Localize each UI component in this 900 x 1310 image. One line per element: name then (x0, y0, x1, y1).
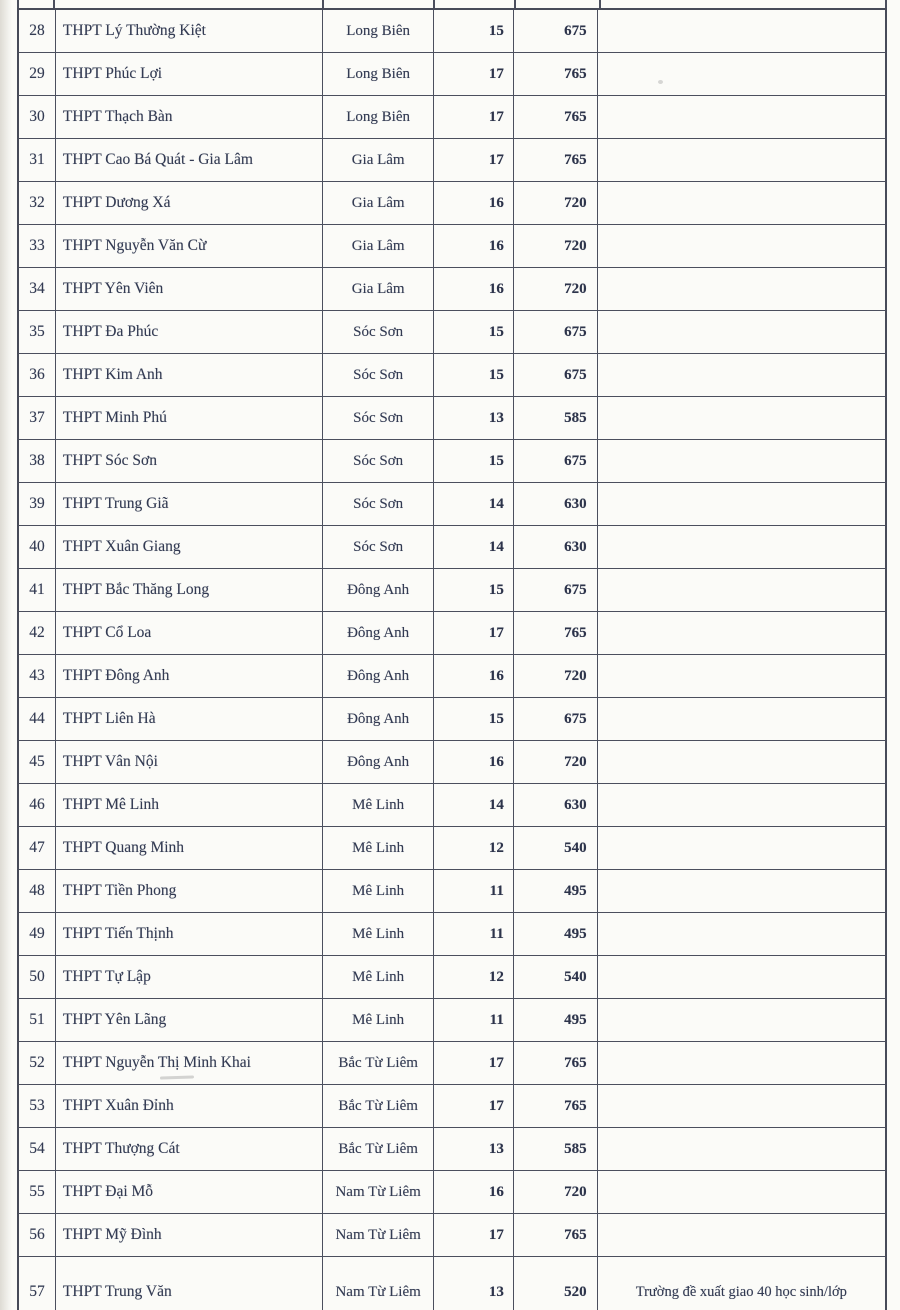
note-cell (598, 440, 885, 482)
table-row (17, 53, 887, 96)
district-cell: Gia Lâm (323, 225, 434, 267)
table-row (17, 139, 887, 182)
row-number-cell: 33 (19, 225, 56, 267)
row-number-cell: 29 (19, 53, 56, 95)
row-number-cell: 54 (19, 1128, 56, 1170)
row-number-cell: 35 (19, 311, 56, 353)
class-count-cell: 15 (434, 698, 514, 740)
student-count-cell: 675 (514, 698, 598, 740)
note-cell: Trường đề xuất giao 40 học sinh/lớp (635, 1283, 847, 1300)
table-row (17, 483, 887, 526)
row-number-cell: 55 (19, 1171, 56, 1213)
district-cell: Mê Linh (323, 913, 434, 955)
table-row (17, 913, 887, 956)
row-number-cell: 46 (19, 784, 56, 826)
student-count-cell: 720 (514, 182, 598, 224)
school-name-cell: THPT Liên Hà (56, 698, 323, 740)
school-name-cell: THPT Thượng Cát (56, 1128, 323, 1170)
school-name-cell: THPT Sóc Sơn (56, 440, 323, 482)
school-name-cell: THPT Thạch Bàn (56, 96, 323, 138)
row-number-cell: 52 (19, 1042, 56, 1084)
student-count-cell: 495 (514, 999, 598, 1041)
cutoff-previous-row (17, 0, 887, 8)
student-count-cell: 720 (514, 268, 598, 310)
table-row (17, 1171, 887, 1214)
class-count-cell: 15 (434, 311, 514, 353)
row-number-cell: 37 (19, 397, 56, 439)
class-count-cell: 17 (434, 1042, 514, 1084)
district-cell: Mê Linh (323, 956, 434, 998)
student-count-cell: 675 (514, 10, 598, 52)
table-row (17, 526, 887, 569)
school-name-cell: THPT Đại Mỗ (56, 1171, 323, 1213)
student-count-cell: 675 (514, 440, 598, 482)
note-cell (598, 354, 885, 396)
row-number-cell: 51 (19, 999, 56, 1041)
student-count-cell: 585 (514, 397, 598, 439)
class-count-cell: 17 (434, 96, 514, 138)
row-number-cell: 50 (19, 956, 56, 998)
table-row (17, 225, 887, 268)
student-count-cell: 765 (514, 96, 598, 138)
district-cell: Long Biên (323, 96, 434, 138)
class-count-cell: 14 (434, 784, 514, 826)
school-name-cell: THPT Trung Văn (56, 1257, 323, 1310)
district-cell: Long Biên (323, 10, 434, 52)
table-row (17, 1042, 887, 1085)
table-row (17, 655, 887, 698)
table-row (17, 999, 887, 1042)
note-cell (598, 870, 885, 912)
school-name-cell: THPT Tiến Thịnh (56, 913, 323, 955)
table-row (17, 354, 887, 397)
student-count-cell: 765 (514, 139, 598, 181)
row-number-cell: 44 (19, 698, 56, 740)
table-row (17, 698, 887, 741)
student-count-cell: 720 (514, 655, 598, 697)
district-cell: Nam Từ Liêm (323, 1257, 434, 1310)
class-count-cell: 17 (434, 139, 514, 181)
district-cell: Bắc Từ Liêm (323, 1128, 434, 1170)
district-cell: Sóc Sơn (323, 397, 434, 439)
school-name-cell: THPT Đông Anh (56, 655, 323, 697)
school-name-cell: THPT Vân Nội (56, 741, 323, 783)
table-row (17, 956, 887, 999)
table-row (17, 612, 887, 655)
class-count-cell: 17 (434, 612, 514, 654)
student-count-cell: 630 (514, 784, 598, 826)
class-count-cell: 11 (434, 913, 514, 955)
note-cell (598, 1214, 885, 1256)
class-count-cell: 15 (434, 354, 514, 396)
class-count-cell: 17 (434, 1214, 514, 1256)
row-number-cell: 43 (19, 655, 56, 697)
class-count-cell: 16 (434, 182, 514, 224)
note-cell (598, 956, 885, 998)
school-name-cell: THPT Tự Lập (56, 956, 323, 998)
table-row (17, 311, 887, 354)
class-count-cell: 16 (434, 268, 514, 310)
class-count-cell: 16 (434, 1171, 514, 1213)
table-row (17, 268, 887, 311)
student-count-cell: 675 (514, 311, 598, 353)
row-number-cell: 30 (19, 96, 56, 138)
district-cell: Gia Lâm (323, 139, 434, 181)
note-cell (598, 569, 885, 611)
student-count-cell: 495 (514, 870, 598, 912)
student-count-cell: 585 (514, 1128, 598, 1170)
school-name-cell: THPT Minh Phú (56, 397, 323, 439)
school-name-cell: THPT Lý Thường Kiệt (56, 10, 323, 52)
note-cell (598, 53, 885, 95)
grid-line (53, 0, 55, 8)
note-cell (598, 483, 885, 525)
row-number-cell: 32 (19, 182, 56, 224)
row-number-cell: 39 (19, 483, 56, 525)
district-cell: Đông Anh (323, 612, 434, 654)
row-number-cell: 28 (19, 10, 56, 52)
student-count-cell: 765 (514, 1214, 598, 1256)
student-count-cell: 675 (514, 354, 598, 396)
table-row (17, 96, 887, 139)
student-count-cell: 720 (514, 1171, 598, 1213)
note-cell (598, 999, 885, 1041)
class-count-cell: 16 (434, 225, 514, 267)
district-cell: Mê Linh (323, 784, 434, 826)
note-cell (598, 268, 885, 310)
row-number-cell: 48 (19, 870, 56, 912)
note-cell (598, 397, 885, 439)
class-count-cell: 17 (434, 53, 514, 95)
school-name-cell: THPT Nguyễn Văn Cừ (56, 225, 323, 267)
class-count-cell: 13 (434, 1257, 514, 1310)
student-count-cell: 765 (514, 53, 598, 95)
grid-line (433, 0, 435, 8)
note-cell (598, 10, 885, 52)
note-cell (598, 784, 885, 826)
student-count-cell: 765 (514, 1042, 598, 1084)
student-count-cell: 520 (514, 1257, 598, 1310)
grid-line (514, 0, 516, 8)
district-cell: Sóc Sơn (323, 440, 434, 482)
district-cell: Long Biên (323, 53, 434, 95)
student-count-cell: 630 (514, 526, 598, 568)
district-cell: Đông Anh (323, 569, 434, 611)
student-count-cell: 675 (514, 569, 598, 611)
row-number-cell: 42 (19, 612, 56, 654)
class-count-cell: 17 (434, 1085, 514, 1127)
school-name-cell: THPT Mê Linh (56, 784, 323, 826)
school-name-cell: THPT Cổ Loa (56, 612, 323, 654)
school-table (17, 8, 887, 1310)
class-count-cell: 14 (434, 483, 514, 525)
student-count-cell: 540 (514, 827, 598, 869)
school-name-cell: THPT Dương Xá (56, 182, 323, 224)
district-cell: Đông Anh (323, 741, 434, 783)
table-row (17, 440, 887, 483)
district-cell: Sóc Sơn (323, 483, 434, 525)
note-cell (598, 526, 885, 568)
note-cell (598, 698, 885, 740)
district-cell: Sóc Sơn (323, 311, 434, 353)
school-name-cell: THPT Kim Anh (56, 354, 323, 396)
class-count-cell: 15 (434, 440, 514, 482)
student-count-cell: 630 (514, 483, 598, 525)
row-number-cell: 45 (19, 741, 56, 783)
school-name-cell: THPT Mỹ Đình (56, 1214, 323, 1256)
class-count-cell: 15 (434, 569, 514, 611)
school-name-cell: THPT Nguyễn Thị Minh Khai (56, 1042, 323, 1084)
note-cell (598, 96, 885, 138)
table-row (17, 741, 887, 784)
table-row (17, 1085, 887, 1128)
row-number-cell: 40 (19, 526, 56, 568)
school-name-cell: THPT Cao Bá Quát - Gia Lâm (56, 139, 323, 181)
table-row (17, 1257, 887, 1310)
scan-edge-shading (0, 0, 12, 1310)
note-cell (598, 741, 885, 783)
student-count-cell: 720 (514, 741, 598, 783)
note-cell (598, 913, 885, 955)
class-count-cell: 13 (434, 397, 514, 439)
district-cell: Mê Linh (323, 999, 434, 1041)
district-cell: Mê Linh (323, 870, 434, 912)
row-number-cell: 47 (19, 827, 56, 869)
school-name-cell: THPT Phúc Lợi (56, 53, 323, 95)
table-row (17, 784, 887, 827)
note-cell (598, 225, 885, 267)
table-row (17, 10, 887, 53)
class-count-cell: 11 (434, 999, 514, 1041)
district-cell: Đông Anh (323, 655, 434, 697)
student-count-cell: 495 (514, 913, 598, 955)
district-cell: Gia Lâm (323, 268, 434, 310)
row-number-cell: 38 (19, 440, 56, 482)
school-name-cell: THPT Xuân Giang (56, 526, 323, 568)
table-row (17, 1128, 887, 1171)
school-name-cell: THPT Yên Lãng (56, 999, 323, 1041)
school-name-cell: THPT Tiền Phong (56, 870, 323, 912)
district-cell: Sóc Sơn (323, 526, 434, 568)
district-cell: Bắc Từ Liêm (323, 1085, 434, 1127)
row-number-cell: 41 (19, 569, 56, 611)
row-number-cell: 57 (19, 1257, 56, 1310)
note-cell (598, 1171, 885, 1213)
district-cell: Bắc Từ Liêm (323, 1042, 434, 1084)
row-number-cell: 56 (19, 1214, 56, 1256)
grid-line (322, 0, 324, 8)
school-name-cell: THPT Trung Giã (56, 483, 323, 525)
district-cell: Nam Từ Liêm (323, 1171, 434, 1213)
school-name-cell: THPT Đa Phúc (56, 311, 323, 353)
student-count-cell: 720 (514, 225, 598, 267)
district-cell: Sóc Sơn (323, 354, 434, 396)
table-row (17, 397, 887, 440)
grid-line (599, 0, 601, 8)
table-row (17, 827, 887, 870)
note-cell (598, 1128, 885, 1170)
row-number-cell: 31 (19, 139, 56, 181)
student-count-cell: 540 (514, 956, 598, 998)
student-count-cell: 765 (514, 612, 598, 654)
school-table-body (17, 10, 887, 1310)
note-cell (598, 139, 885, 181)
class-count-cell: 14 (434, 526, 514, 568)
school-name-cell: THPT Quang Minh (56, 827, 323, 869)
district-cell: Gia Lâm (323, 182, 434, 224)
student-count-cell: 765 (514, 1085, 598, 1127)
table-row (17, 182, 887, 225)
class-count-cell: 13 (434, 1128, 514, 1170)
note-cell (598, 182, 885, 224)
class-count-cell: 12 (434, 827, 514, 869)
row-number-cell: 34 (19, 268, 56, 310)
grid-line (17, 0, 19, 8)
note-cell (598, 612, 885, 654)
class-count-cell: 11 (434, 870, 514, 912)
table-row (17, 1214, 887, 1257)
note-cell (598, 311, 885, 353)
row-number-cell: 49 (19, 913, 56, 955)
note-cell (598, 827, 885, 869)
class-count-cell: 15 (434, 10, 514, 52)
note-cell (598, 655, 885, 697)
grid-line (885, 0, 887, 8)
district-cell: Đông Anh (323, 698, 434, 740)
school-name-cell: THPT Bắc Thăng Long (56, 569, 323, 611)
school-name-cell: THPT Yên Viên (56, 268, 323, 310)
note-cell (598, 1085, 885, 1127)
note-cell (598, 1042, 885, 1084)
table-row (17, 569, 887, 612)
district-cell: Mê Linh (323, 827, 434, 869)
district-cell: Nam Từ Liêm (323, 1214, 434, 1256)
school-name-cell: THPT Xuân Đỉnh (56, 1085, 323, 1127)
class-count-cell: 16 (434, 741, 514, 783)
row-number-cell: 36 (19, 354, 56, 396)
class-count-cell: 12 (434, 956, 514, 998)
row-number-cell: 53 (19, 1085, 56, 1127)
table-row (17, 870, 887, 913)
class-count-cell: 16 (434, 655, 514, 697)
